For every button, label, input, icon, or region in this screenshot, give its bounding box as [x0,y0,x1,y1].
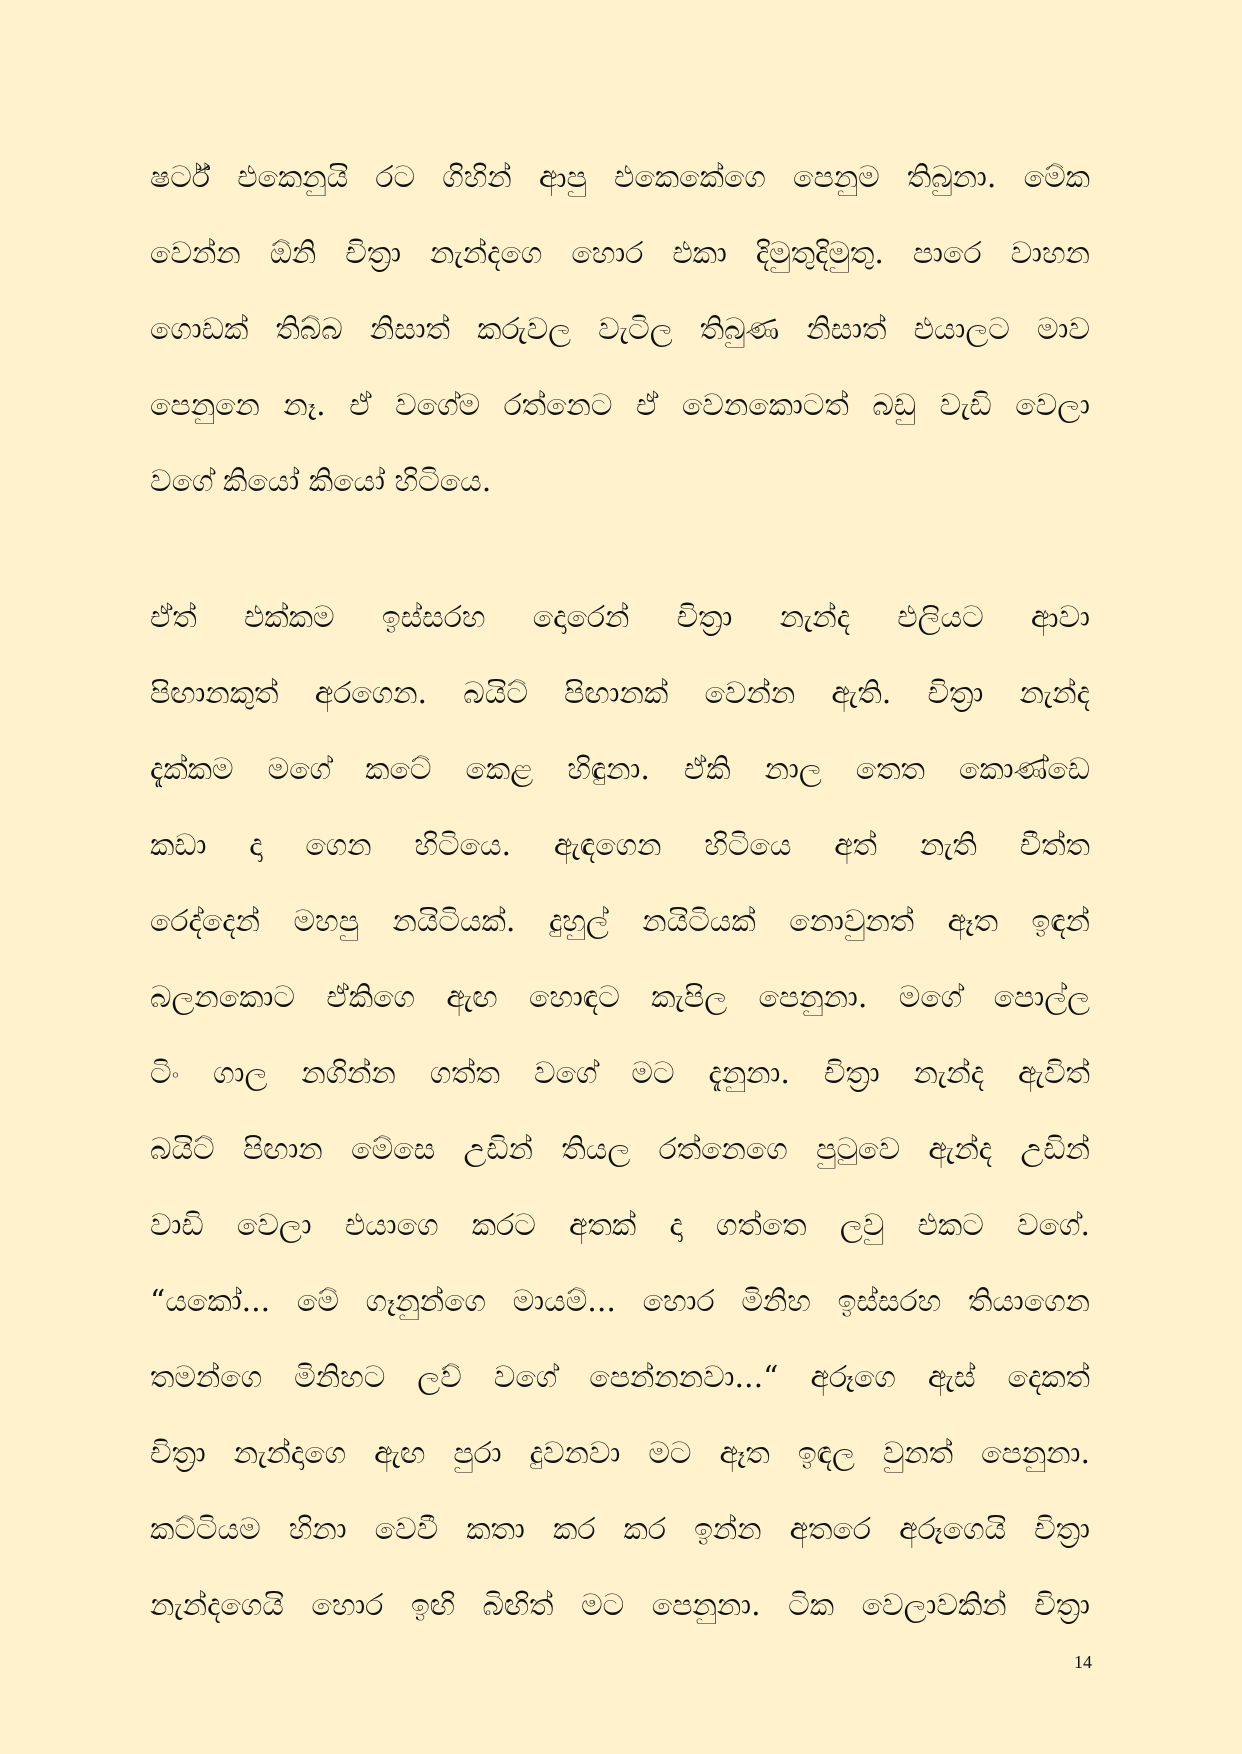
text-line: දැක්කම මගේ කටේ කෙළ හිඳුනා. ඒකි නාල තෙත කොණ්ඩෙ [150,752,1090,787]
text-line: පිඟානකුත් අරගෙන. බයිට් පිඟානක් වෙන්න ඇති. චිත්‍රා නැන්ද [150,676,1090,711]
text-line: කඩා දා ගෙන හිටියෙ. ඇඳගෙන හිටියෙ අත් නැති චීත්ත [150,828,1090,863]
text-line: ගොඩක් තිබ්බ නිසාත් කරුවල වැටිල තිබුණ නිසාත් එයාලට මාව [150,312,1090,347]
paragraph-2 [150,580,1090,1644]
text-line: චිත්‍රා නැන්දාගෙ ඇඟ පුරා දුවනවා මට ඈත ඉඳල වුනත් පෙනුනා. [150,1436,1090,1471]
paragraph-1 [150,140,1090,520]
text-line: කට්ටියම හිනා වෙවී කතා කර කර ඉන්න අතරෙ අරූගෙයි චිත්‍රා [150,1512,1090,1547]
text-line: රෙද්දෙන් මහපු නයිටියක්. දුහුල් නයිටියක් නොවුනත් ඈත ඉඳන් [150,904,1090,939]
text-line: වාඩි වෙලා එයාගෙ කරට අතක් දා ගත්තෙ ලවු එකට වගේ. [150,1208,1090,1243]
text-line: නැන්දගෙයි හොර ඉඟි බිඟිත් මට පෙනුනා. ටික වෙලාවකින් චිත්‍රා [150,1588,1090,1623]
text-line: බයිට් පිඟාන මේසෙ උඩින් තියල රත්නෙගෙ පුටුවෙ ඇන්ද උඩින් [150,1132,1090,1167]
text-line: බලනකොට ඒකිගෙ ඇඟ හොඳට කැපිල පෙනුනා. මගේ පොල්ල [150,980,1090,1015]
text-line: ෂර්ට් එකෙනුයි රට ගිහින් ආපු එකෙකේගෙ පෙනුම තිබුනා. මේක [150,160,1090,195]
text-line: ඒත් එක්කම ඉස්සරහ දොරෙන් චිත්‍රා නැන්ද එලියට ආවා [150,600,1090,635]
text-line: වෙන්න ඕනි චිත්‍රා නැන්දගෙ හොර එකා දිමුතුදිමුතු. පාරෙ වාහන [150,236,1090,271]
text-line: පෙනුනෙ නෑ. ඒ වගේම රත්නෙට ඒ වෙනකොටත් බඩු වැඩි වෙලා [150,388,1090,423]
text-line: ටිං ගාල නගින්න ගත්ත වගේ මට දැනුනා. චිත්‍රා නැන්ද ඇවිත් [150,1056,1090,1091]
page-number: 14 [1074,1652,1092,1672]
text-line: තමන්ගෙ මිනිහට ලව් වගේ පෙන්නනවා...“ අරූගෙ ඇස් දෙකත් [150,1360,1090,1395]
text-line: වගේ කියෝ කියෝ හිටියෙ. [150,464,492,499]
text-line: “යකෝ... මේ ගෑනුන්ගෙ මායම්... හොර මිනිහ ඉස්සරහ තියාගෙන [150,1284,1090,1319]
